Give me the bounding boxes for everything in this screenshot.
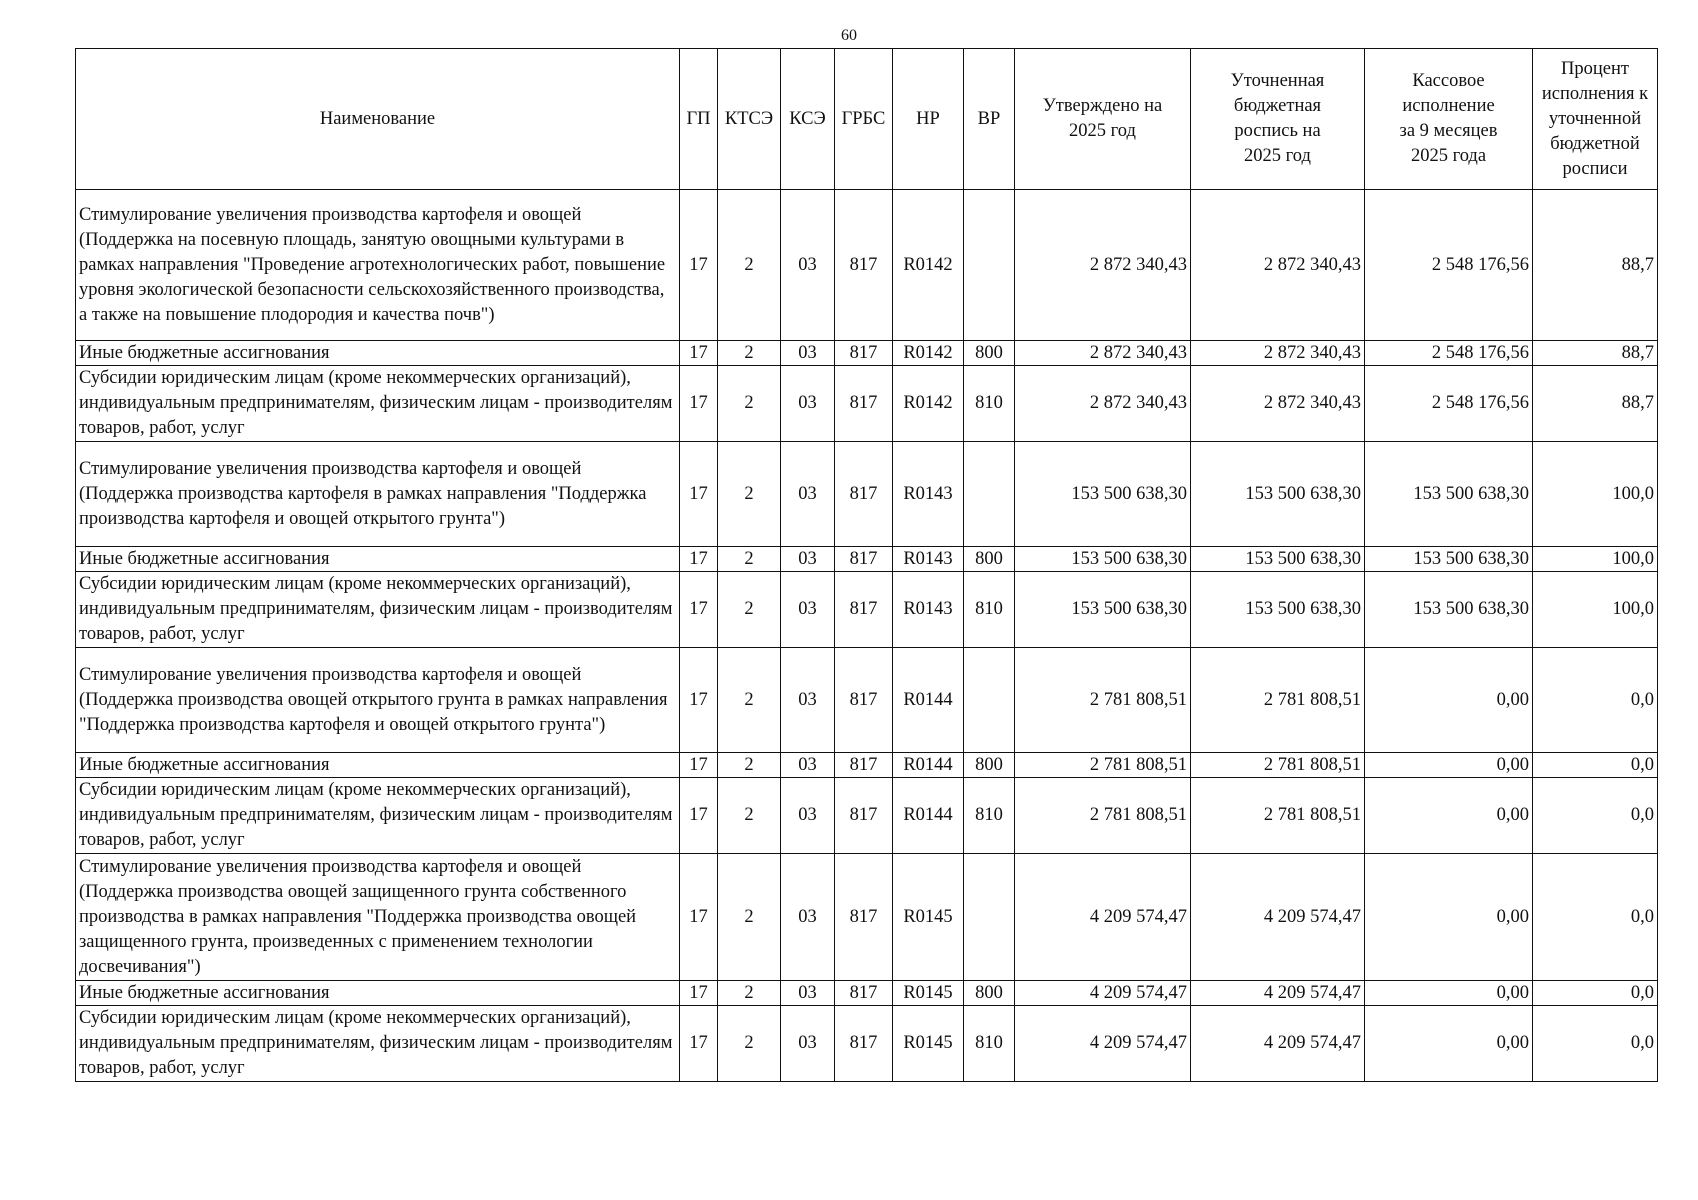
row-gp: 17: [680, 778, 718, 854]
header-nr: НР: [893, 49, 964, 190]
header-kse: КСЭ: [781, 49, 835, 190]
row-percent: 100,0: [1533, 442, 1658, 547]
row-vr: 800: [964, 341, 1015, 366]
row-name: Стимулирование увеличения производства картофеля и овощей (Поддержка производства картофеля в рамках направления "Поддержка производства картофеля и овощей открытого грунта"): [76, 442, 680, 547]
row-refined: 2 872 340,43: [1191, 366, 1365, 442]
row-kse: 03: [781, 572, 835, 648]
row-ktse: 2: [718, 442, 781, 547]
row-cash: 0,00: [1365, 648, 1533, 753]
row-refined: 4 209 574,47: [1191, 981, 1365, 1006]
row-refined: 153 500 638,30: [1191, 442, 1365, 547]
row-grbs: 817: [835, 981, 893, 1006]
row-percent: 0,0: [1533, 753, 1658, 778]
row-cash: 2 548 176,56: [1365, 190, 1533, 341]
header-vr: ВР: [964, 49, 1015, 190]
row-cash: 0,00: [1365, 981, 1533, 1006]
row-name: Иные бюджетные ассигнования: [76, 547, 680, 572]
row-gp: 17: [680, 366, 718, 442]
row-kse: 03: [781, 341, 835, 366]
row-refined: 2 872 340,43: [1191, 341, 1365, 366]
row-percent: 100,0: [1533, 572, 1658, 648]
row-cash: 0,00: [1365, 753, 1533, 778]
row-ktse: 2: [718, 981, 781, 1006]
row-nr: R0142: [893, 341, 964, 366]
row-gp: 17: [680, 1006, 718, 1082]
row-name: Стимулирование увеличения производства картофеля и овощей (Поддержка на посевную площадь, занятую овощными культурами в рамках направления "Проведение агротехнологических работ, повышение уровня экологической безопасности сельскохозяйственного производства, а также на повышение плодородия и качества почв"): [76, 190, 680, 341]
row-nr: R0144: [893, 753, 964, 778]
row-grbs: 817: [835, 442, 893, 547]
row-percent: 88,7: [1533, 190, 1658, 341]
row-refined: 4 209 574,47: [1191, 1006, 1365, 1082]
row-percent: 0,0: [1533, 981, 1658, 1006]
row-nr: R0145: [893, 1006, 964, 1082]
row-kse: 03: [781, 547, 835, 572]
row-grbs: 817: [835, 778, 893, 854]
header-name: Наименование: [76, 49, 680, 190]
row-kse: 03: [781, 442, 835, 547]
row-cash: 153 500 638,30: [1365, 442, 1533, 547]
row-refined: 153 500 638,30: [1191, 572, 1365, 648]
row-ktse: 2: [718, 854, 781, 981]
row-nr: R0144: [893, 778, 964, 854]
row-percent: 0,0: [1533, 648, 1658, 753]
row-grbs: 817: [835, 1006, 893, 1082]
row-name: Стимулирование увеличения производства картофеля и овощей (Поддержка производства овощей открытого грунта в рамках направления "Поддержка производства картофеля и овощей открытого грунта"): [76, 648, 680, 753]
row-vr: 810: [964, 572, 1015, 648]
row-refined: 2 781 808,51: [1191, 648, 1365, 753]
row-kse: 03: [781, 981, 835, 1006]
row-grbs: 817: [835, 341, 893, 366]
row-gp: 17: [680, 753, 718, 778]
row-ktse: 2: [718, 648, 781, 753]
row-approved: 153 500 638,30: [1015, 572, 1191, 648]
row-cash: 0,00: [1365, 778, 1533, 854]
header-grbs: ГРБС: [835, 49, 893, 190]
row-approved: 2 872 340,43: [1015, 341, 1191, 366]
row-percent: 88,7: [1533, 366, 1658, 442]
row-name: Стимулирование увеличения производства картофеля и овощей (Поддержка производства овощей защищенного грунта собственного производства в рамках направления "Поддержка производства овощей защищенного грунта, произведенных с применением технологии досвечивания"): [76, 854, 680, 981]
row-approved: 2 781 808,51: [1015, 778, 1191, 854]
row-refined: 2 781 808,51: [1191, 778, 1365, 854]
row-cash: 0,00: [1365, 1006, 1533, 1082]
row-ktse: 2: [718, 366, 781, 442]
row-percent: 88,7: [1533, 341, 1658, 366]
row-kse: 03: [781, 648, 835, 753]
table-row: [76, 1006, 1658, 1082]
table-row: [76, 981, 1658, 1006]
row-kse: 03: [781, 778, 835, 854]
row-name: Иные бюджетные ассигнования: [76, 341, 680, 366]
row-vr: 800: [964, 547, 1015, 572]
row-kse: 03: [781, 854, 835, 981]
header-percent: Процент исполнения к уточненной бюджетной росписи: [1533, 49, 1658, 190]
table-row: [76, 572, 1658, 648]
row-gp: 17: [680, 854, 718, 981]
row-cash: 2 548 176,56: [1365, 341, 1533, 366]
row-percent: 0,0: [1533, 854, 1658, 981]
row-ktse: 2: [718, 778, 781, 854]
row-gp: 17: [680, 442, 718, 547]
row-nr: R0145: [893, 981, 964, 1006]
row-approved: 4 209 574,47: [1015, 854, 1191, 981]
row-approved: 2 872 340,43: [1015, 190, 1191, 341]
row-kse: 03: [781, 1006, 835, 1082]
header-cash: Кассовое исполнение за 9 месяцев 2025 года: [1365, 49, 1533, 190]
table-row: [76, 341, 1658, 366]
table-row: [76, 190, 1658, 341]
row-cash: 153 500 638,30: [1365, 572, 1533, 648]
row-vr: 800: [964, 753, 1015, 778]
row-ktse: 2: [718, 547, 781, 572]
row-percent: 0,0: [1533, 778, 1658, 854]
table-row: [76, 366, 1658, 442]
row-grbs: 817: [835, 854, 893, 981]
row-name: Иные бюджетные ассигнования: [76, 753, 680, 778]
row-nr: R0143: [893, 547, 964, 572]
header-approved: Утверждено на 2025 год: [1015, 49, 1191, 190]
row-name: Субсидии юридическим лицам (кроме некоммерческих организаций), индивидуальным предпринимателям, физическим лицам - производителям товаров, работ, услуг: [76, 778, 680, 854]
row-ktse: 2: [718, 190, 781, 341]
row-vr: [964, 190, 1015, 341]
row-ktse: 2: [718, 572, 781, 648]
row-nr: R0143: [893, 442, 964, 547]
row-refined: 2 781 808,51: [1191, 753, 1365, 778]
row-ktse: 2: [718, 1006, 781, 1082]
row-kse: 03: [781, 753, 835, 778]
row-name: Субсидии юридическим лицам (кроме некоммерческих организаций), индивидуальным предпринимателям, физическим лицам - производителям товаров, работ, услуг: [76, 572, 680, 648]
row-cash: 153 500 638,30: [1365, 547, 1533, 572]
table-row: [76, 648, 1658, 753]
table-header-row: [76, 49, 1658, 190]
row-approved: 4 209 574,47: [1015, 981, 1191, 1006]
row-vr: [964, 854, 1015, 981]
table-row: [76, 547, 1658, 572]
row-cash: 2 548 176,56: [1365, 366, 1533, 442]
row-approved: 153 500 638,30: [1015, 547, 1191, 572]
row-nr: R0142: [893, 190, 964, 341]
row-percent: 100,0: [1533, 547, 1658, 572]
row-grbs: 817: [835, 547, 893, 572]
row-gp: 17: [680, 341, 718, 366]
row-grbs: 817: [835, 572, 893, 648]
header-ktse: КТСЭ: [718, 49, 781, 190]
row-cash: 0,00: [1365, 854, 1533, 981]
row-grbs: 817: [835, 366, 893, 442]
row-ktse: 2: [718, 341, 781, 366]
row-vr: [964, 648, 1015, 753]
table-row: [76, 778, 1658, 854]
row-nr: R0144: [893, 648, 964, 753]
row-vr: 800: [964, 981, 1015, 1006]
row-name: Иные бюджетные ассигнования: [76, 981, 680, 1006]
row-grbs: 817: [835, 648, 893, 753]
row-kse: 03: [781, 366, 835, 442]
row-ktse: 2: [718, 753, 781, 778]
row-name: Субсидии юридическим лицам (кроме некоммерческих организаций), индивидуальным предпринимателям, физическим лицам - производителям товаров, работ, услуг: [76, 1006, 680, 1082]
row-grbs: 817: [835, 190, 893, 341]
header-refined: Уточненная бюджетная роспись на 2025 год: [1191, 49, 1365, 190]
row-approved: 2 781 808,51: [1015, 648, 1191, 753]
table-row: [76, 442, 1658, 547]
row-percent: 0,0: [1533, 1006, 1658, 1082]
row-name: Субсидии юридическим лицам (кроме некоммерческих организаций), индивидуальным предпринимателям, физическим лицам - производителям товаров, работ, услуг: [76, 366, 680, 442]
row-nr: R0143: [893, 572, 964, 648]
row-gp: 17: [680, 981, 718, 1006]
row-vr: 810: [964, 778, 1015, 854]
table-row: [76, 854, 1658, 981]
row-gp: 17: [680, 190, 718, 341]
row-vr: 810: [964, 366, 1015, 442]
row-gp: 17: [680, 547, 718, 572]
table-row: [76, 753, 1658, 778]
row-nr: R0145: [893, 854, 964, 981]
row-vr: 810: [964, 1006, 1015, 1082]
row-refined: 153 500 638,30: [1191, 547, 1365, 572]
budget-table: [75, 48, 1658, 1082]
page-number: 60: [841, 27, 857, 44]
row-gp: 17: [680, 572, 718, 648]
row-approved: 2 872 340,43: [1015, 366, 1191, 442]
row-refined: 4 209 574,47: [1191, 854, 1365, 981]
row-approved: 4 209 574,47: [1015, 1006, 1191, 1082]
row-vr: [964, 442, 1015, 547]
header-gp: ГП: [680, 49, 718, 190]
row-kse: 03: [781, 190, 835, 341]
row-refined: 2 872 340,43: [1191, 190, 1365, 341]
row-approved: 153 500 638,30: [1015, 442, 1191, 547]
row-grbs: 817: [835, 753, 893, 778]
row-gp: 17: [680, 648, 718, 753]
row-nr: R0142: [893, 366, 964, 442]
row-approved: 2 781 808,51: [1015, 753, 1191, 778]
